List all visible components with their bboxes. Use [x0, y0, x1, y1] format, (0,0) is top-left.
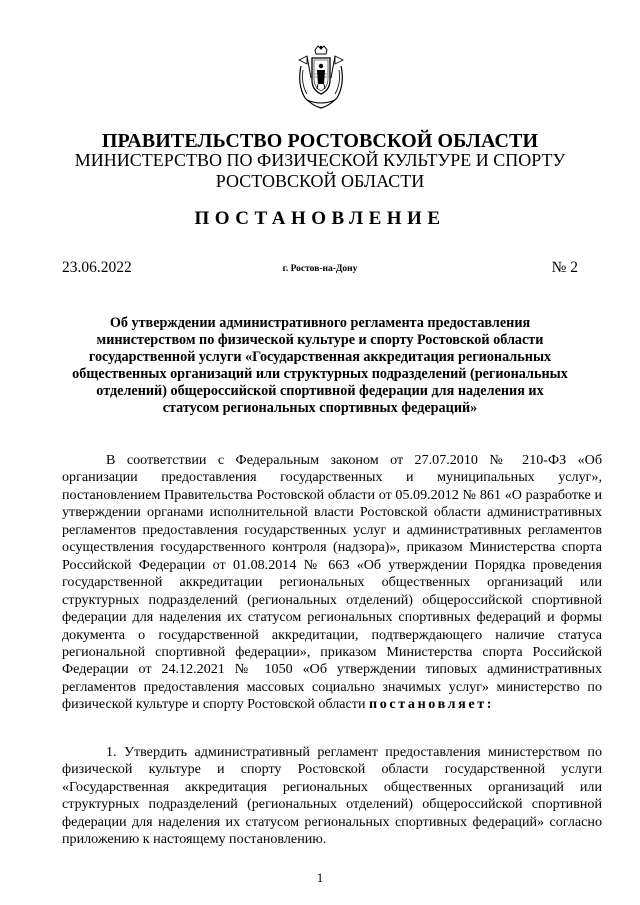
- government-title: ПРАВИТЕЛЬСТВО РОСТОВСКОЙ ОБЛАСТИ: [101, 130, 539, 152]
- resolves-word: постановляет:: [369, 696, 495, 713]
- page-number: 1: [316, 870, 324, 885]
- document-city: г. Ростов-на-Дону: [282, 264, 358, 274]
- ministry-line-1: МИНИСТЕРСТВО ПО ФИЗИЧЕСКОЙ КУЛЬТУРЕ И СПОРТУ: [74, 150, 566, 170]
- document-date: 23.06.2022: [62, 259, 132, 276]
- ministry-line-2: РОСТОВСКОЙ ОБЛАСТИ: [215, 171, 425, 191]
- clause-1-paragraph: 1. Утвердить административный регламент предоставления министерством по физической культуре и спорту Ростовской области государственной услуги «Государственная аккредитация региональных общественных организаций или структурных подразделений (региональных отделений) общероссийской спортивной федерации для наделения их статусом региональных спортивных федераций» согласно приложению к настоящему постановлению.: [62, 744, 602, 848]
- ministry-name: [60, 150, 580, 192]
- preamble-paragraph: [62, 452, 602, 714]
- coat-of-arms-icon: [293, 44, 349, 110]
- document-number: № 2: [551, 259, 578, 276]
- preamble-text: В соответствии с Федеральным законом от 27.07.2010 № 210-ФЗ «Об организации предоставления государственных и муниципальных услуг», постановлением Правительства Ростовской области от 05.09.2012 № 861 «О разработке и утверждении органами исполнительной власти Ростовской области административных регламентов предоставления государственных услуг и административных регламентов осуществления государственного контроля (надзора)», приказом Министерства спорта Российской Федерации от 01.08.2014 № 663 «Об утверждении Порядка проведения государственной аккредитации региональных общественных организаций или структурных подразделений (региональных отделений) общероссийской спортивной федерации для наделения их статусом региональных спортивных федераций и формы документа о государственной аккредитации, подтверждающего наличие статуса региональной спортивной федерации», приказом Министерства спорта Российской Федерации от 24.12.2021 № 1050 «Об утверждении типовых административных регламентов предоставления массовых социально значимых услуг» министерство по физической культуре и спорту Ростовской области: [62, 452, 602, 713]
- document-subject: Об утверждении административного регламента предоставления министерством по физической культуре и спорту Ростовской области государственной услуги «Государственная аккредитация региональных общественных организаций или структурных подразделений (региональных отделений) общероссийской спортивной федерации для наделения их статусом региональных спортивных федераций»: [72, 315, 568, 416]
- document-type: ПОСТАНОВЛЕНИЕ: [194, 208, 446, 229]
